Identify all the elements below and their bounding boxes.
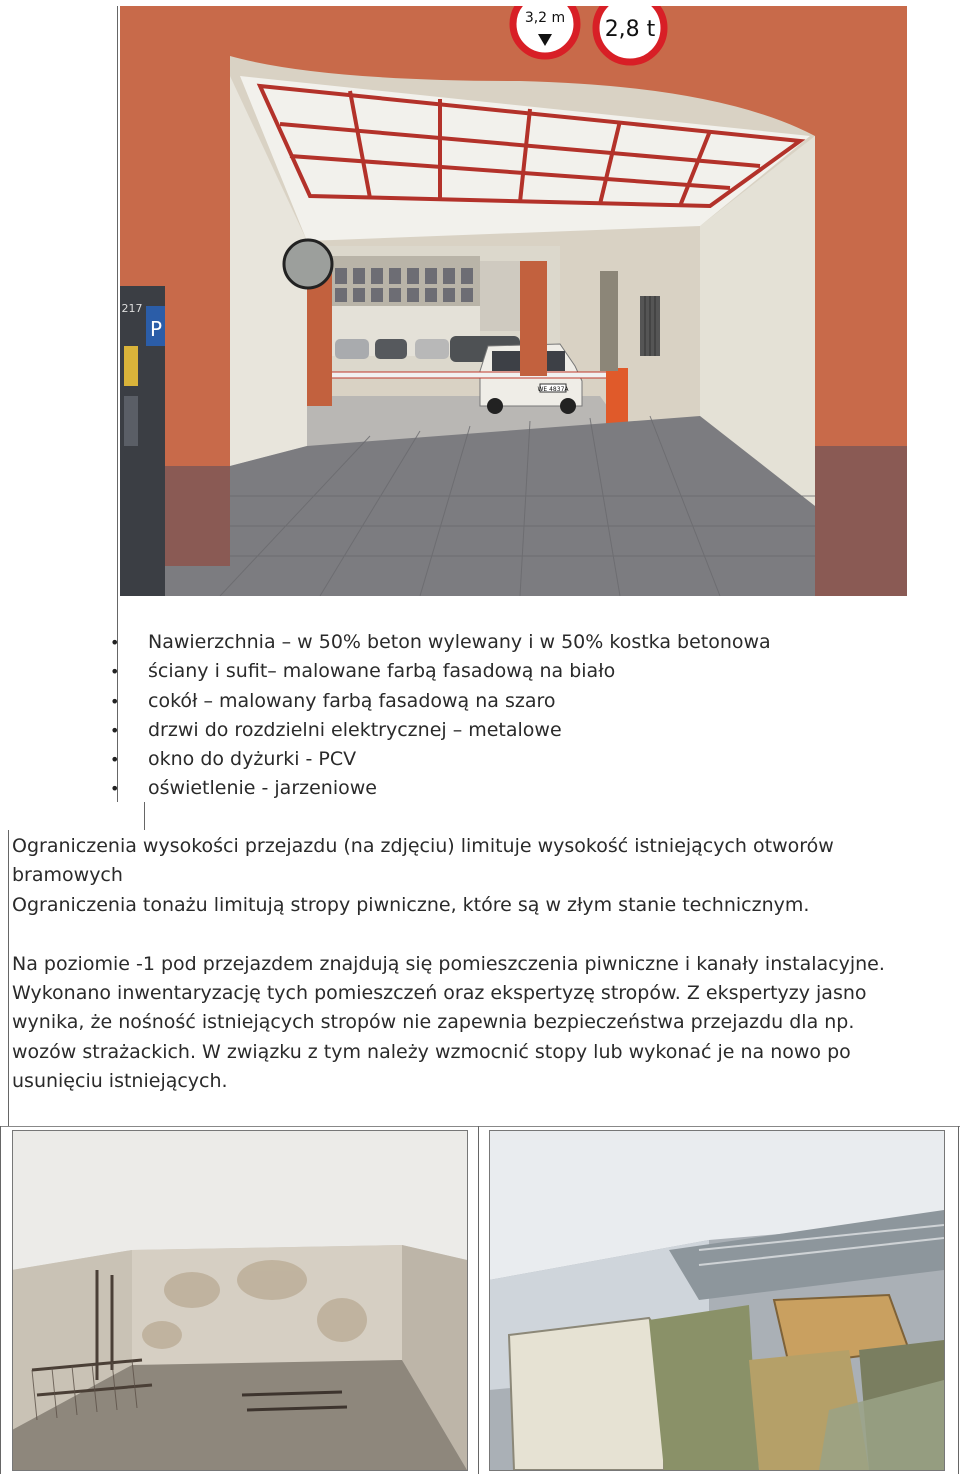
paragraph-line: bramowych [12, 864, 123, 886]
photo-frame-right [489, 1130, 945, 1471]
margin-line-left [8, 830, 9, 1126]
parking-sign-text: P [149, 317, 163, 341]
list-item: • drzwi do rozdzielni elektrycznej – metalowe [108, 716, 771, 745]
list-item: • okno do dyżurki - PCV [108, 745, 771, 774]
paragraph-line: wozów strażackich. W związku z tym należy wzmocnić stopy lub wykonać je na nowo po [12, 1041, 851, 1063]
meter-number-text: 217 [121, 302, 143, 315]
list-item: • oświetlenie - jarzeniowe [108, 774, 771, 803]
paragraph-line: usunięciu istniejących. [12, 1070, 228, 1092]
license-plate-text: WE 4837A [537, 386, 569, 393]
height-limit-sign-text: 3,2 m [524, 10, 566, 26]
list-item: • Nawierzchnia – w 50% beton wylewany i w 50% kostka betonowa [108, 628, 771, 657]
list-item: • ściany i sufit– malowane farbą fasadową na biało [108, 657, 771, 686]
table-left-border [0, 1126, 1, 1474]
list-item: • cokół – malowany farbą fasadową na szaro [108, 687, 771, 716]
paragraph-line: Na poziomie -1 pod przejazdem znajdują się pomieszczenia piwniczne i kanały instalacyjne. [12, 953, 885, 975]
table-right-border [958, 1126, 959, 1474]
materials-bullet-list [108, 628, 771, 804]
weight-limit-sign-text: 2,8 t [604, 17, 656, 42]
table-top-border [0, 1126, 960, 1127]
table-mid-border [478, 1126, 479, 1474]
paragraph-line: Wykonano inwentaryzację tych pomieszczeń oraz ekspertyzę stropów. Z ekspertyzy jasno [12, 982, 867, 1004]
paragraph-line: Ograniczenia wysokości przejazdu (na zdjęciu) limituje wysokość istniejących otworów [12, 835, 834, 857]
gate-passage-photo [120, 6, 907, 596]
paragraph-line: Ograniczenia tonażu limitują stropy piwniczne, które są w złym stanie technicznym. [12, 894, 810, 916]
margin-line-small [144, 802, 145, 830]
paragraph-line: wynika, że nośność istniejących stropów nie zapewnia bezpieczeństwa przejazdu dla np. [12, 1011, 855, 1033]
photo-frame-left [12, 1130, 468, 1471]
